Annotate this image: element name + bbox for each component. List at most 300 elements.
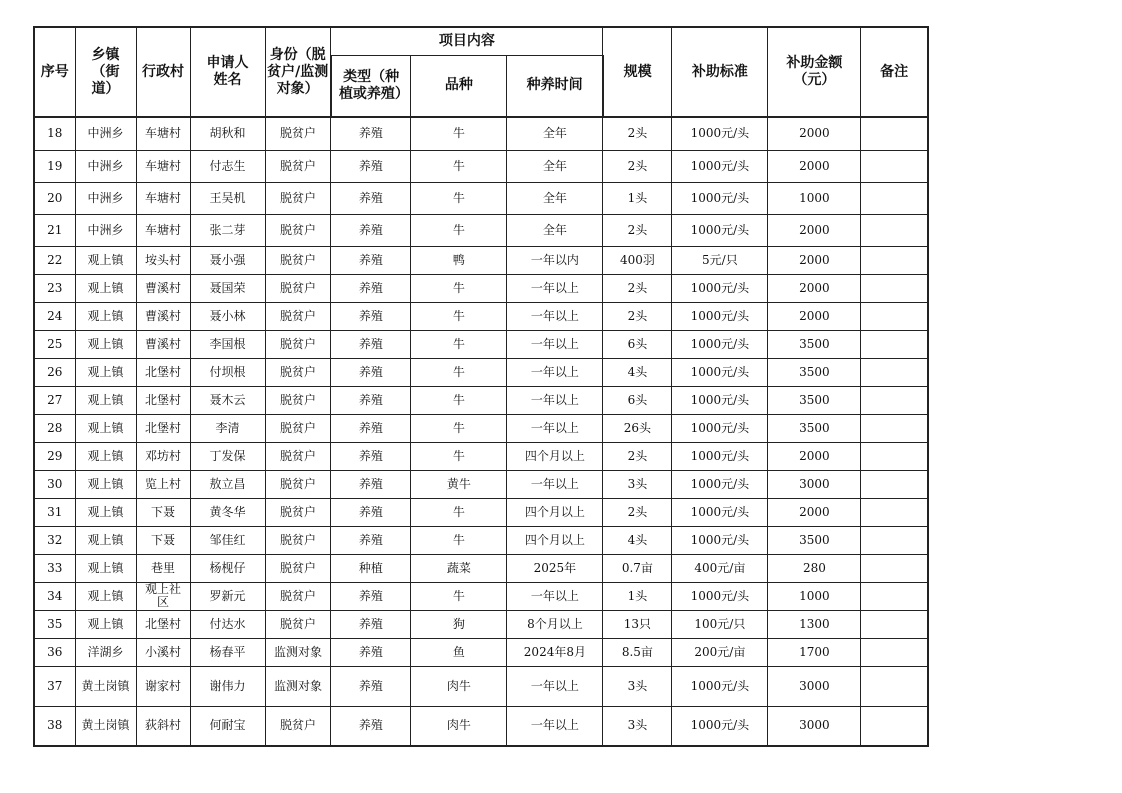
amount-text: 3500: [799, 392, 830, 407]
cell-remark: [861, 470, 928, 498]
identity-text: 脱贫户: [279, 364, 316, 379]
period-text: 一年以上: [530, 420, 579, 435]
cell-name: [190, 414, 265, 442]
cell-remark: [861, 150, 928, 182]
cell-scale: [603, 117, 672, 150]
cell-identity: [265, 214, 331, 246]
table-row: [34, 498, 928, 526]
scale-text: 1头: [627, 190, 648, 205]
cell-amount: [768, 246, 861, 274]
amount-text: 3500: [799, 336, 830, 351]
seq-text: 37: [47, 678, 63, 693]
town-text: 观上镇: [87, 280, 124, 295]
cell-type: [331, 666, 411, 706]
cell-scale: [603, 150, 672, 182]
cell-period: [507, 706, 603, 746]
seq-text: 32: [47, 532, 63, 547]
cell-amount: [768, 150, 861, 182]
name-text: 胡秋和: [209, 126, 246, 141]
cell-village: [136, 386, 190, 414]
name-text: 李国根: [209, 336, 246, 351]
cell-standard: [672, 386, 768, 414]
identity-text: 监测对象: [273, 678, 322, 693]
cell-remark: [861, 526, 928, 554]
period-text: 一年以上: [530, 308, 579, 323]
cell-variety: [411, 470, 507, 498]
standard-text: 400元/亩: [694, 560, 746, 575]
scale-text: 1头: [627, 588, 648, 603]
standard-text: 1000元/头: [690, 222, 750, 237]
cell-village: [136, 610, 190, 638]
scale-text: 26头: [623, 420, 652, 435]
cell-seq: [34, 182, 75, 214]
cell-type: [331, 214, 411, 246]
type-text: 养殖: [358, 158, 383, 173]
identity-text: 脱贫户: [279, 126, 316, 141]
town-text: 观上镇: [87, 392, 124, 407]
town-text: 观上镇: [87, 336, 124, 351]
cell-name: [190, 117, 265, 150]
cell-variety: [411, 526, 507, 554]
cell-standard: [672, 117, 768, 150]
identity-text: 脱贫户: [279, 718, 316, 733]
cell-scale: [603, 358, 672, 386]
cell-variety: [411, 302, 507, 330]
cell-period: [507, 150, 603, 182]
cell-identity: [265, 182, 331, 214]
village-text: 车塘村: [144, 190, 181, 205]
type-text: 养殖: [358, 504, 383, 519]
cell-period: [507, 470, 603, 498]
cell-seq: [34, 214, 75, 246]
cell-period: [507, 666, 603, 706]
variety-text: 牛: [452, 588, 465, 603]
cell-scale: [603, 498, 672, 526]
cell-name: [190, 498, 265, 526]
village-text: 北堡村: [144, 364, 181, 379]
cell-type: [331, 117, 411, 150]
name-text: 谢伟力: [209, 678, 246, 693]
cell-scale: [603, 554, 672, 582]
cell-scale: [603, 582, 672, 610]
cell-period: [507, 386, 603, 414]
cell-standard: [672, 214, 768, 246]
cell-village: [136, 498, 190, 526]
cell-scale: [603, 330, 672, 358]
table-row: [34, 526, 928, 554]
cell-town: [75, 274, 136, 302]
cell-period: [507, 414, 603, 442]
cell-village: [136, 442, 190, 470]
cell-scale: [603, 214, 672, 246]
cell-name: [190, 706, 265, 746]
standard-text: 1000元/头: [690, 420, 750, 435]
cell-remark: [861, 414, 928, 442]
variety-text: 鸭: [452, 252, 465, 267]
cell-name: [190, 582, 265, 610]
identity-text: 脱贫户: [279, 532, 316, 547]
town-text: 洋湖乡: [87, 644, 124, 659]
town-text: 观上镇: [87, 476, 124, 491]
cell-identity: [265, 302, 331, 330]
standard-text: 1000元/头: [690, 532, 750, 547]
cell-town: [75, 706, 136, 746]
cell-type: [331, 498, 411, 526]
cell-amount: [768, 470, 861, 498]
variety-text: 肉牛: [446, 678, 471, 693]
cell-variety: [411, 582, 507, 610]
table-row: [34, 666, 928, 706]
cell-town: [75, 414, 136, 442]
header-project: 项目内容: [331, 27, 603, 55]
cell-amount: [768, 358, 861, 386]
table-body: [34, 117, 928, 746]
village-text: 小溪村: [144, 644, 181, 659]
cell-remark: [861, 638, 928, 666]
cell-name: [190, 358, 265, 386]
period-text: 全年: [542, 158, 567, 173]
cell-village: [136, 582, 190, 610]
cell-town: [75, 666, 136, 706]
seq-text: 23: [47, 280, 63, 295]
cell-type: [331, 246, 411, 274]
cell-amount: [768, 386, 861, 414]
table-row: [34, 386, 928, 414]
cell-name: [190, 554, 265, 582]
cell-type: [331, 330, 411, 358]
town-text: 观上镇: [87, 588, 124, 603]
name-text: 付坝根: [209, 364, 246, 379]
cell-scale: [603, 610, 672, 638]
table-row: [34, 150, 928, 182]
cell-period: [507, 498, 603, 526]
variety-text: 牛: [452, 448, 465, 463]
table-row: [34, 182, 928, 214]
cell-identity: [265, 498, 331, 526]
seq-text: 28: [47, 420, 63, 435]
cell-name: [190, 302, 265, 330]
cell-village: [136, 470, 190, 498]
cell-amount: [768, 214, 861, 246]
table-row: [34, 638, 928, 666]
cell-period: [507, 582, 603, 610]
cell-seq: [34, 666, 75, 706]
cell-town: [75, 386, 136, 414]
type-text: 养殖: [358, 364, 383, 379]
cell-seq: [34, 526, 75, 554]
name-text: 黄冬华: [209, 504, 246, 519]
seq-text: 30: [47, 476, 63, 491]
cell-remark: [861, 610, 928, 638]
type-text: 养殖: [358, 644, 383, 659]
type-text: 养殖: [358, 420, 383, 435]
standard-text: 1000元/头: [690, 280, 750, 295]
cell-remark: [861, 554, 928, 582]
cell-village: [136, 117, 190, 150]
seq-text: 29: [47, 448, 63, 463]
standard-text: 1000元/头: [690, 308, 750, 323]
scale-text: 2头: [627, 280, 648, 295]
cell-scale: [603, 470, 672, 498]
table-row: [34, 470, 928, 498]
cell-remark: [861, 358, 928, 386]
cell-town: [75, 610, 136, 638]
seq-text: 24: [47, 308, 63, 323]
cell-variety: [411, 330, 507, 358]
type-text: 养殖: [358, 190, 383, 205]
variety-text: 牛: [452, 420, 465, 435]
village-text: 观上社区: [144, 582, 181, 609]
scale-text: 4头: [627, 532, 648, 547]
cell-seq: [34, 582, 75, 610]
seq-text: 26: [47, 364, 63, 379]
type-text: 养殖: [358, 588, 383, 603]
scale-text: 2头: [627, 504, 648, 519]
scale-text: 2头: [627, 308, 648, 323]
cell-scale: [603, 414, 672, 442]
village-text: 北堡村: [144, 420, 181, 435]
cell-remark: [861, 666, 928, 706]
header-type: 类型（种植或养殖）: [331, 55, 411, 117]
cell-variety: [411, 386, 507, 414]
cell-remark: [861, 498, 928, 526]
variety-text: 牛: [452, 158, 465, 173]
cell-amount: [768, 638, 861, 666]
header-amount: 补助金额（元）: [768, 27, 861, 117]
amount-text: 2000: [799, 280, 830, 295]
cell-name: [190, 666, 265, 706]
cell-type: [331, 182, 411, 214]
name-text: 罗新元: [209, 588, 246, 603]
village-text: 览上村: [144, 476, 181, 491]
cell-standard: [672, 150, 768, 182]
cell-variety: [411, 498, 507, 526]
cell-period: [507, 117, 603, 150]
standard-text: 5元/只: [702, 252, 738, 267]
cell-village: [136, 150, 190, 182]
village-text: 荻斜村: [144, 718, 181, 733]
village-text: 曹溪村: [144, 280, 181, 295]
table-row: [34, 358, 928, 386]
amount-text: 2000: [799, 448, 830, 463]
seq-text: 33: [47, 560, 63, 575]
cell-seq: [34, 414, 75, 442]
type-text: 养殖: [358, 532, 383, 547]
cell-period: [507, 274, 603, 302]
cell-standard: [672, 582, 768, 610]
cell-variety: [411, 638, 507, 666]
standard-text: 1000元/头: [690, 678, 750, 693]
cell-name: [190, 150, 265, 182]
cell-seq: [34, 442, 75, 470]
cell-town: [75, 302, 136, 330]
village-text: 巷里: [150, 560, 175, 575]
cell-variety: [411, 274, 507, 302]
header-village: 行政村: [136, 27, 190, 117]
identity-text: 脱贫户: [279, 308, 316, 323]
cell-remark: [861, 117, 928, 150]
cell-identity: [265, 442, 331, 470]
cell-seq: [34, 386, 75, 414]
cell-variety: [411, 150, 507, 182]
cell-remark: [861, 182, 928, 214]
amount-text: 2000: [799, 252, 830, 267]
cell-type: [331, 150, 411, 182]
type-text: 养殖: [358, 252, 383, 267]
standard-text: 1000元/头: [690, 126, 750, 141]
header-town: 乡镇（街道）: [75, 27, 136, 117]
standard-text: 1000元/头: [690, 364, 750, 379]
cell-amount: [768, 706, 861, 746]
cell-town: [75, 182, 136, 214]
header-period: 种养时间: [507, 55, 603, 117]
period-text: 一年以上: [530, 392, 579, 407]
table-row: [34, 214, 928, 246]
type-text: 养殖: [358, 678, 383, 693]
standard-text: 100元/只: [694, 616, 746, 631]
town-text: 观上镇: [87, 448, 124, 463]
cell-name: [190, 610, 265, 638]
scale-text: 400羽: [619, 252, 655, 267]
cell-seq: [34, 246, 75, 274]
table-row: [34, 554, 928, 582]
name-text: 张二芽: [209, 222, 246, 237]
cell-period: [507, 302, 603, 330]
cell-type: [331, 358, 411, 386]
table-row: [34, 274, 928, 302]
village-text: 曹溪村: [144, 336, 181, 351]
variety-text: 牛: [452, 222, 465, 237]
scale-text: 6头: [627, 336, 648, 351]
cell-seq: [34, 274, 75, 302]
cell-town: [75, 246, 136, 274]
cell-remark: [861, 214, 928, 246]
cell-amount: [768, 610, 861, 638]
amount-text: 1000: [799, 588, 830, 603]
cell-type: [331, 386, 411, 414]
cell-standard: [672, 358, 768, 386]
cell-town: [75, 214, 136, 246]
cell-type: [331, 442, 411, 470]
village-text: 下聂: [150, 504, 175, 519]
cell-village: [136, 302, 190, 330]
cell-village: [136, 358, 190, 386]
seq-text: 25: [47, 336, 63, 351]
seq-text: 22: [47, 252, 63, 267]
town-text: 黄土岗镇: [81, 718, 130, 733]
cell-name: [190, 470, 265, 498]
cell-remark: [861, 442, 928, 470]
scale-text: 6头: [627, 392, 648, 407]
cell-village: [136, 274, 190, 302]
cell-remark: [861, 582, 928, 610]
type-text: 养殖: [358, 336, 383, 351]
header-variety: 品种: [411, 55, 507, 117]
cell-type: [331, 706, 411, 746]
variety-text: 蔬菜: [446, 560, 471, 575]
cell-scale: [603, 706, 672, 746]
amount-text: 2000: [799, 158, 830, 173]
cell-village: [136, 246, 190, 274]
identity-text: 监测对象: [273, 644, 322, 659]
table-row: [34, 330, 928, 358]
standard-text: 1000元/头: [690, 158, 750, 173]
cell-seq: [34, 117, 75, 150]
seq-text: 36: [47, 644, 63, 659]
cell-scale: [603, 442, 672, 470]
cell-town: [75, 442, 136, 470]
cell-period: [507, 554, 603, 582]
identity-text: 脱贫户: [279, 616, 316, 631]
header-standard: 补助标准: [672, 27, 768, 117]
table-row: [34, 414, 928, 442]
seq-text: 21: [47, 222, 63, 237]
table-row: [34, 610, 928, 638]
identity-text: 脱贫户: [279, 476, 316, 491]
cell-standard: [672, 498, 768, 526]
cell-standard: [672, 330, 768, 358]
period-text: 2025年: [533, 560, 577, 575]
type-text: 养殖: [358, 448, 383, 463]
cell-seq: [34, 554, 75, 582]
cell-name: [190, 638, 265, 666]
seq-text: 34: [47, 588, 63, 603]
standard-text: 1000元/头: [690, 504, 750, 519]
cell-seq: [34, 470, 75, 498]
cell-variety: [411, 214, 507, 246]
cell-town: [75, 554, 136, 582]
cell-seq: [34, 638, 75, 666]
village-text: 谢家村: [144, 678, 181, 693]
type-text: 养殖: [358, 616, 383, 631]
town-text: 中洲乡: [87, 126, 124, 141]
seq-text: 20: [47, 190, 63, 205]
cell-village: [136, 554, 190, 582]
cell-village: [136, 526, 190, 554]
cell-amount: [768, 330, 861, 358]
name-text: 李清: [215, 420, 240, 435]
variety-text: 肉牛: [446, 718, 471, 733]
cell-seq: [34, 358, 75, 386]
cell-type: [331, 274, 411, 302]
type-text: 养殖: [358, 392, 383, 407]
standard-text: 1000元/头: [690, 588, 750, 603]
cell-variety: [411, 246, 507, 274]
identity-text: 脱贫户: [279, 448, 316, 463]
standard-text: 1000元/头: [690, 392, 750, 407]
cell-variety: [411, 358, 507, 386]
cell-town: [75, 117, 136, 150]
standard-text: 200元/亩: [694, 644, 746, 659]
cell-name: [190, 246, 265, 274]
cell-amount: [768, 498, 861, 526]
variety-text: 牛: [452, 308, 465, 323]
town-text: 观上镇: [87, 420, 124, 435]
cell-town: [75, 150, 136, 182]
cell-period: [507, 610, 603, 638]
cell-amount: [768, 442, 861, 470]
cell-seq: [34, 330, 75, 358]
cell-remark: [861, 246, 928, 274]
period-text: 一年以上: [530, 588, 579, 603]
variety-text: 牛: [452, 280, 465, 295]
cell-identity: [265, 274, 331, 302]
cell-village: [136, 666, 190, 706]
cell-scale: [603, 246, 672, 274]
town-text: 中洲乡: [87, 190, 124, 205]
cell-amount: [768, 554, 861, 582]
cell-identity: [265, 117, 331, 150]
